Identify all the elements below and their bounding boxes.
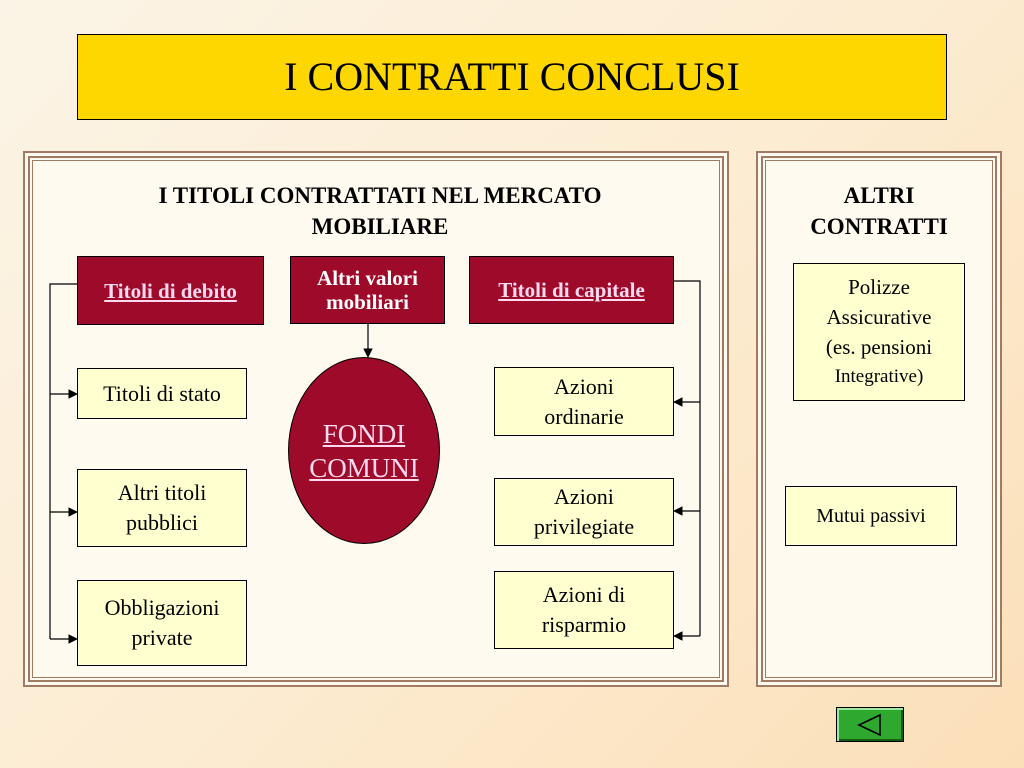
polizze-line2: Assicurative [826,305,932,329]
titoli-di-capitale-box[interactable] [469,256,674,324]
titoli-di-stato-box [77,368,247,419]
fondi-comuni-line2[interactable]: COMUNI [309,452,419,483]
altri-valori-line2: mobiliari [326,290,409,314]
fondi-comuni-ellipse[interactable] [288,357,440,544]
back-nav-button[interactable] [836,707,904,742]
obbligazioni-line1: Obbligazioni [104,595,220,620]
altri-contratti-heading-line2: CONTRATTI [810,214,948,239]
slide-title [77,34,947,120]
titoli-di-debito-box[interactable] [77,256,264,325]
altri-contratti-heading [770,180,988,242]
polizze-line4: Integrative) [834,366,924,387]
titoli-heading-line1: I TITOLI CONTRATTATI NEL MERCATO [158,183,602,208]
obbligazioni-private-box [77,580,247,666]
back-triangle-icon [855,713,885,737]
titoli-di-debito-link[interactable]: Titoli di debito [104,278,237,303]
obbligazioni-line2: private [131,625,193,650]
polizze-line1: Polizze [848,275,910,299]
azioni-privilegiate-line1: Azioni [554,484,614,509]
azioni-risparmio-line2: risparmio [541,612,627,637]
mutui-passivi-label: Mutui passivi [816,505,926,527]
mutui-passivi-box [785,486,957,546]
altri-titoli-pubblici-box [77,469,247,547]
titoli-di-capitale-link[interactable]: Titoli di capitale [498,278,645,302]
azioni-privilegiate-line2: privilegiate [533,514,635,539]
azioni-risparmio-line1: Azioni di [542,582,626,607]
polizze-assicurative-box [793,263,965,401]
altri-valori-mobiliari-box [290,256,445,324]
azioni-ordinarie-box [494,367,674,436]
azioni-privilegiate-box [494,478,674,546]
azioni-ordinarie-line2: ordinarie [544,403,624,429]
slide-title-text: I CONTRATTI CONCLUSI [284,54,740,99]
altri-titoli-line2: pubblici [125,510,199,535]
fondi-comuni-line1[interactable]: FONDI [322,418,406,449]
altri-titoli-line1: Altri titoli [117,480,207,505]
titoli-di-stato-label: Titoli di stato [103,380,221,406]
titoli-heading-line2: MOBILIARE [311,214,449,239]
polizze-line3: (es. pensioni [825,335,933,359]
azioni-di-risparmio-box [494,571,674,649]
altri-contratti-heading-line1: ALTRI [843,183,915,208]
azioni-ordinarie-line1: Azioni [554,373,614,399]
titoli-heading [60,180,700,242]
altri-valori-line1: Altri valori [317,266,418,290]
